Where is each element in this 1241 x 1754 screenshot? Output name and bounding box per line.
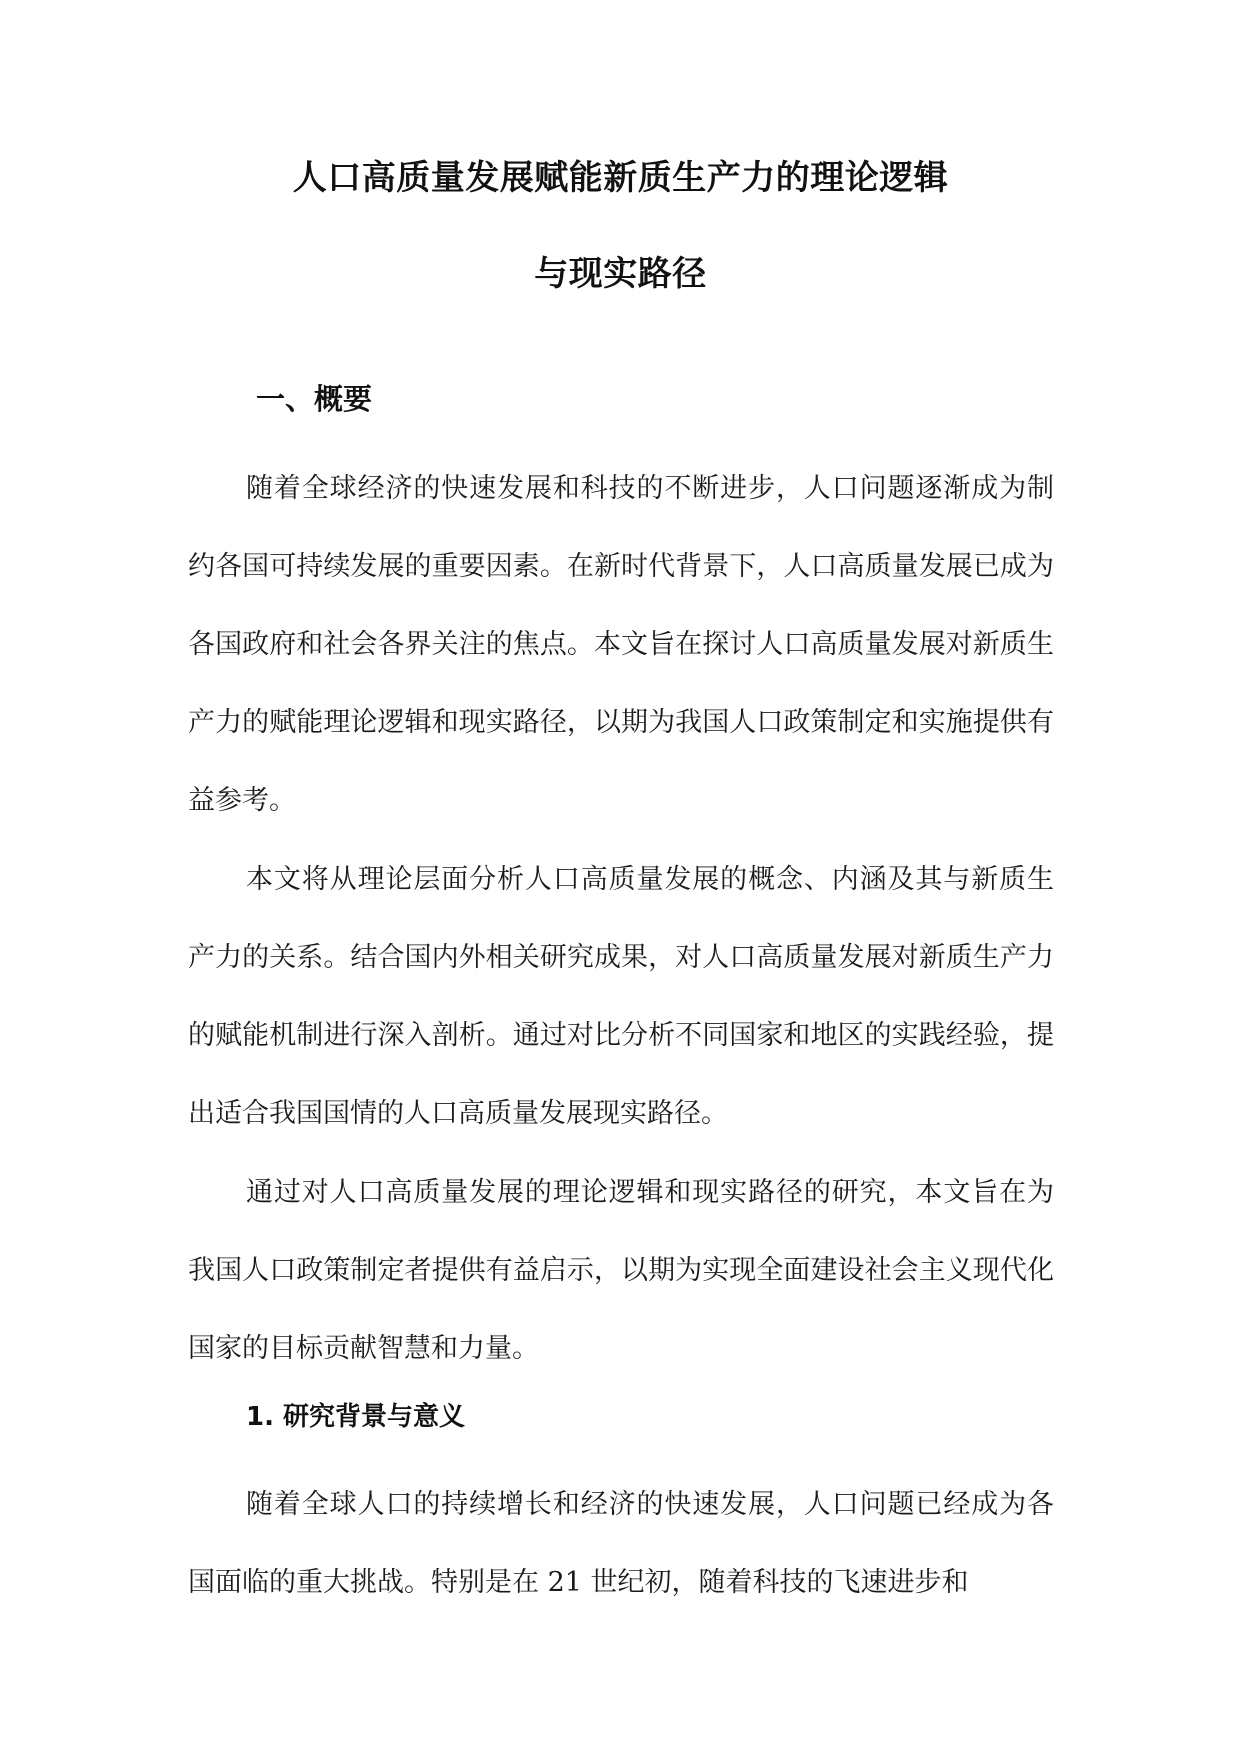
section-heading-overview: 一、概要: [256, 382, 373, 416]
body-paragraph: 随着全球人口的持续增长和经济的快速发展，人口问题已经成为各国面临的重大挑战。特别是在 21 世纪初，随着科技的飞速进步和: [188, 1489, 1054, 1598]
body-paragraph: 通过对人口高质量发展的理论逻辑和现实路径的研究，本文旨在为我国人口政策制定者提供有益启示，以期为实现全面建设社会主义现代化国家的目标贡献智慧和力量。: [188, 1177, 1054, 1364]
body-paragraph: 随着全球经济的快速发展和科技的不断进步，人口问题逐渐成为制约各国可持续发展的重要因素。在新时代背景下，人口高质量发展已成为各国政府和社会各界关注的焦点。本文旨在探讨人口高质量发展对新质生产力的赋能理论逻辑和现实路径，以期为我国人口政策制定和实施提供有益参考。: [188, 473, 1054, 816]
document-title-line-1: 人口高质量发展赋能新质生产力的理论逻辑: [292, 158, 949, 198]
document-title-line-2: 与现实路径: [534, 254, 707, 294]
subsection-heading-background: 1. 研究背景与意义: [246, 1402, 466, 1432]
body-paragraph: 本文将从理论层面分析人口高质量发展的概念、内涵及其与新质生产力的关系。结合国内外相关研究成果，对人口高质量发展对新质生产力的赋能机制进行深入剖析。通过对比分析不同国家和地区的实践经验，提出适合我国国情的人口高质量发展现实路径。: [188, 864, 1054, 1129]
